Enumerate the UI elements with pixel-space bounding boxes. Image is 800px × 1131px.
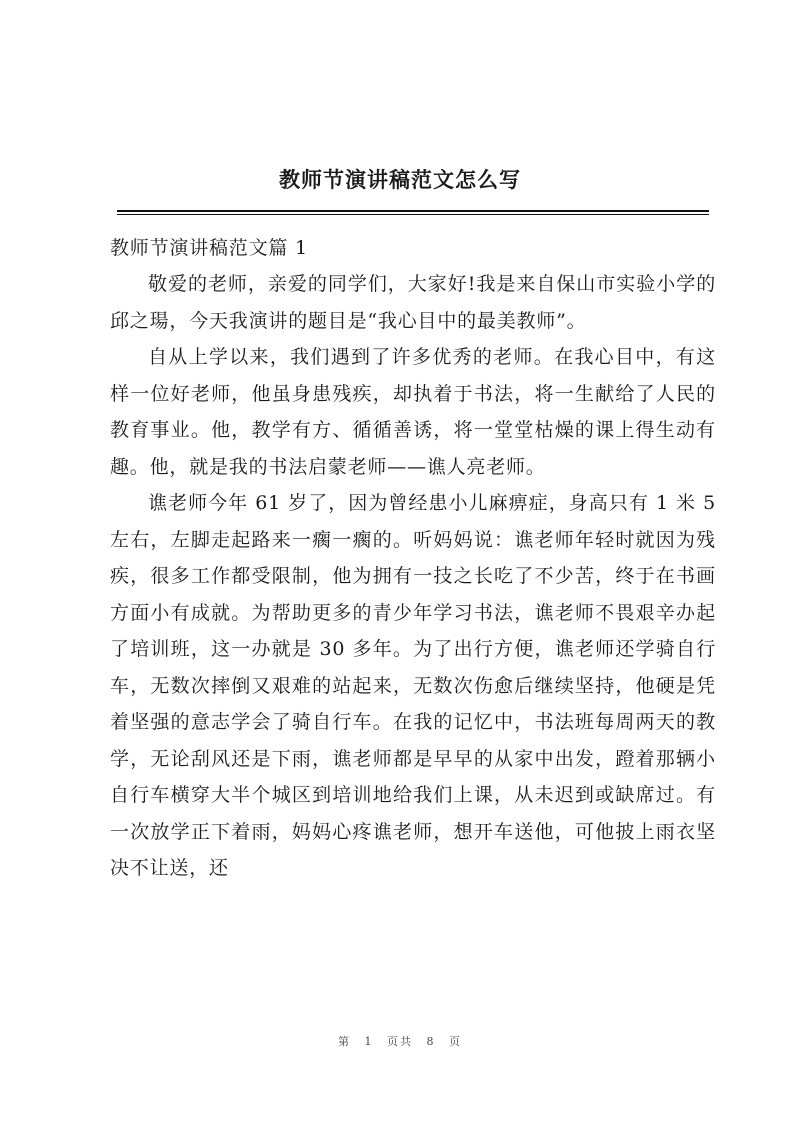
document-body — [110, 230, 716, 887]
footer-middle: 页共 — [387, 1035, 413, 1048]
paragraph-story: 谯老师今年 61 岁了，因为曾经患小儿麻痹症，身高只有 1 米 5 左右，左脚走起路来一瘸一瘸的。听妈妈说：谯老师年轻时就因为残疾，很多工作都受限制，他为拥有一技之长吃了不少苦，终于在书画方面小有成就。为帮助更多的青少年学习书法，谯老师不畏艰辛办起了培训班，这一办就是 30 多年。为了出行方便，谯老师还学骑自行车，无数次摔倒又艰难的站起来，无数次伤愈后继续坚持，他硬是凭着坚强的意志学会了骑自行车。在我的记忆中，书法班每周两天的教学，无论刮风还是下雨，谯老师都是早早的从家中出发，蹬着那辆小自行车横穿大半个城区到培训地给我们上课，从未迟到或缺席过。有一次放学正下着雨，妈妈心疼谯老师，想开车送他，可他披上雨衣坚决不让送，还 — [110, 492, 716, 879]
page-footer — [0, 1033, 800, 1049]
footer-current-page: 1 — [364, 1035, 374, 1048]
paragraph-introduction: 自从上学以来，我们遇到了许多优秀的老师。在我心目中，有这样一位好老师，他虽身患残疾，却执着于书法，将一生献给了人民的教育事业。他，教学有方、循循善诱，将一堂堂枯燥的课上得生动有趣。他，就是我的书法启蒙老师——谯人亮老师。 — [110, 346, 716, 478]
footer-total-pages: 8 — [426, 1035, 436, 1048]
footer-suffix: 页 — [449, 1035, 462, 1048]
paragraph-greeting: 敬爱的老师，亲爱的同学们，大家好!我是来自保山市实验小学的邱之瑒，今天我演讲的题目是“我心目中的最美教师”。 — [110, 273, 716, 332]
title-divider — [117, 210, 709, 212]
section-heading: 教师节演讲稿范文篇 1 — [110, 237, 308, 259]
document-title: 教师节演讲稿范文怎么写 — [279, 167, 521, 192]
footer-prefix: 第 — [338, 1035, 351, 1048]
title-divider-thin — [117, 214, 709, 215]
